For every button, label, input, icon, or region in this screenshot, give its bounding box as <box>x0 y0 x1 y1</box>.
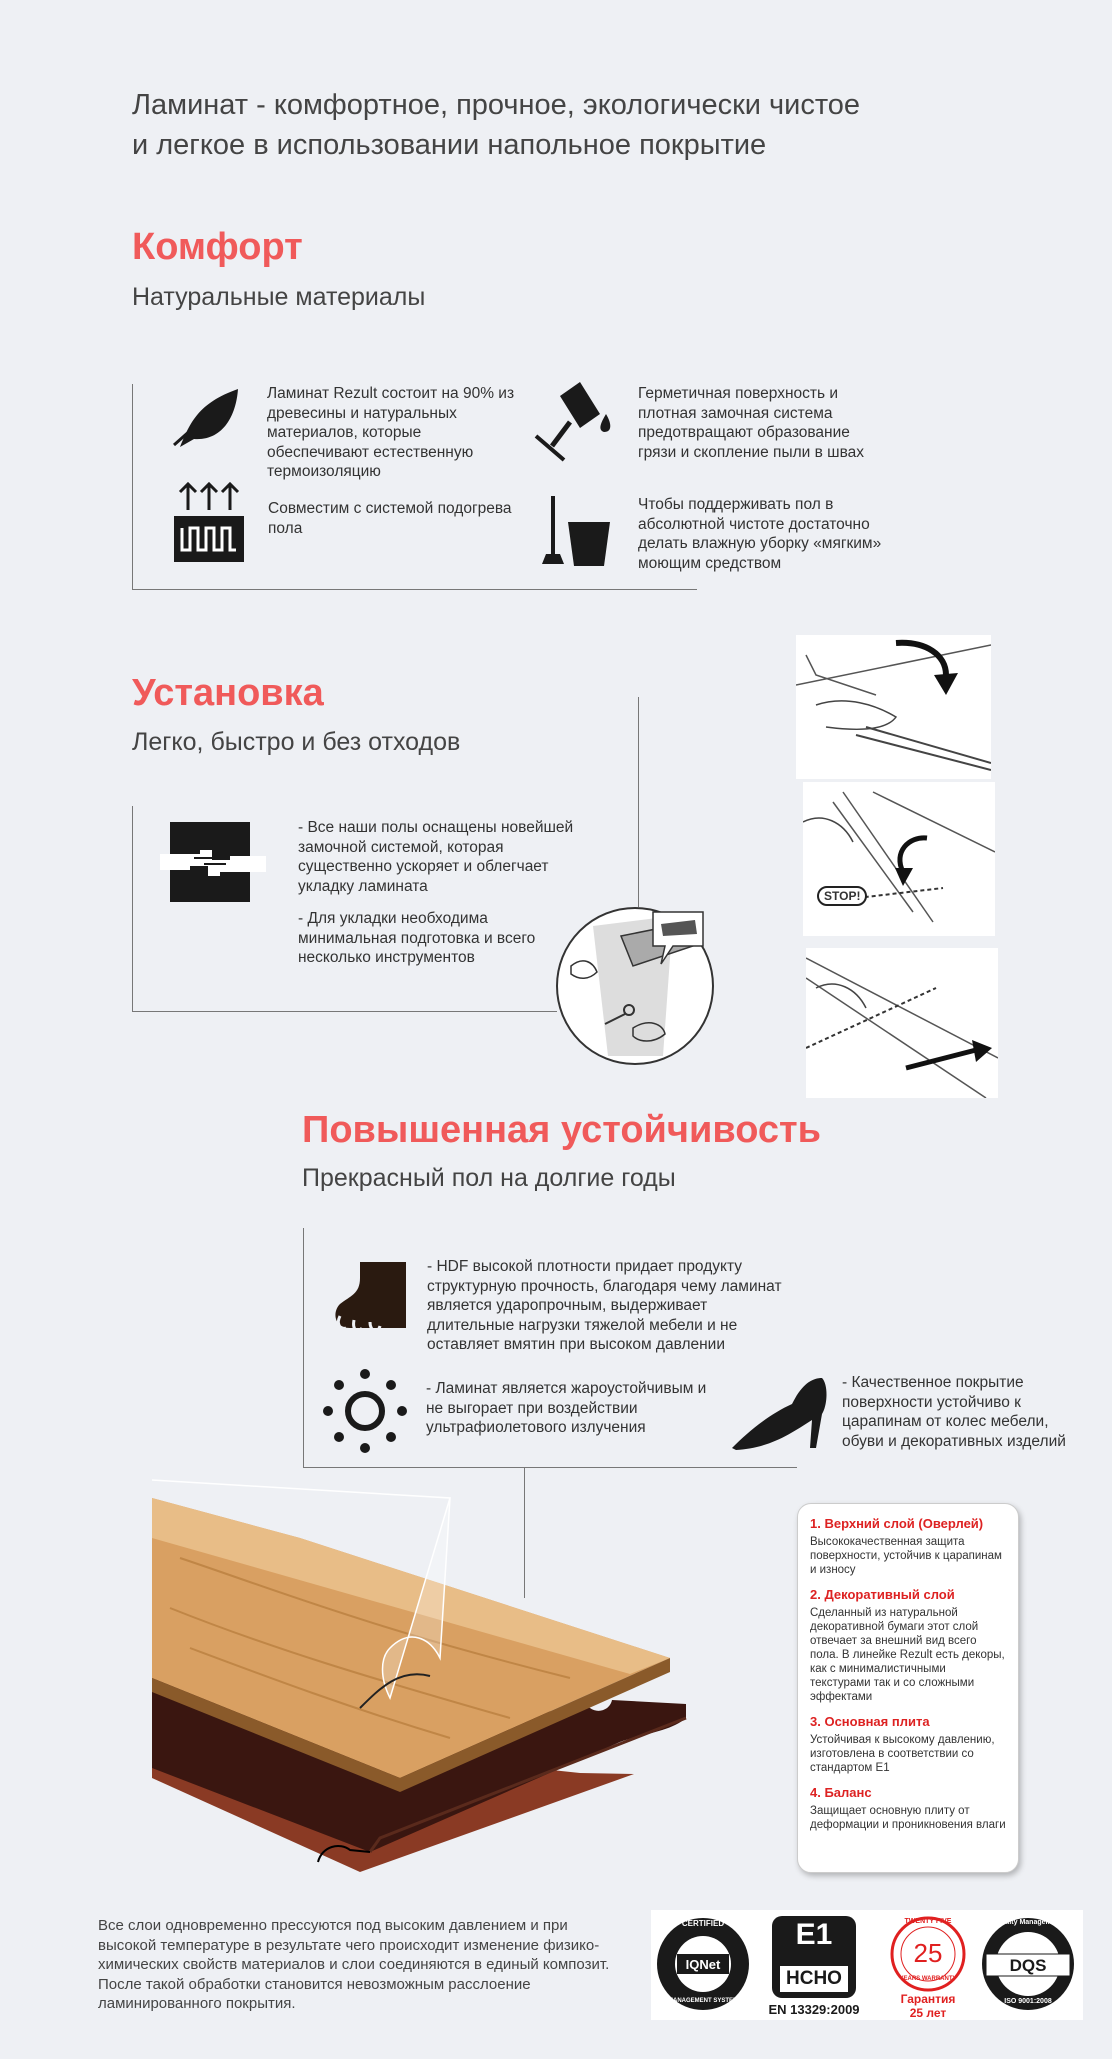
leaf-icon <box>170 383 242 449</box>
durability-subtitle: Прекрасный пол на долгие годы <box>302 1164 676 1192</box>
iqnet-bottom-text: MANAGEMENT SYSTEM <box>667 1998 738 2004</box>
layer-4-desc: Защищает основную плиту от деформации и проникновения влаги <box>810 1805 1006 1831</box>
dqs-bottom-text: ISO 9001:2008 <box>1004 1998 1052 2005</box>
layer-2-desc: Сделанный из натуральной декоративной бумаги этот слой отвечает за внешний вид всего пола. В линейке Rezult есть декоры, как с минималистичными текстурами так и со сложными эффектами <box>810 1607 1005 1703</box>
durability-title: Повышенная устойчивость <box>302 1109 822 1151</box>
install-frame-right <box>638 697 639 907</box>
install-frame-left <box>132 806 133 1012</box>
install-text-lock: - Все наши полы оснащены новейшей замочной системой, которая существенно ускоряет и облегчает укладку ламината <box>298 819 574 895</box>
install-frame-bottom <box>132 1011 557 1012</box>
install-title: Установка <box>132 672 324 714</box>
laminate-layers-illustration <box>150 1478 690 1873</box>
dqs-badge <box>978 1914 1078 2014</box>
water-drop-icon <box>530 376 620 462</box>
hcho-label: HCHO <box>786 1968 842 1989</box>
heading-line-1: Ламинат - комфортное, прочное, экологически чистое <box>132 89 861 121</box>
layer-2-title: 2. Декоративный слой <box>810 1587 955 1602</box>
durability-frame-bottom <box>303 1467 797 1468</box>
warranty-number: 25 <box>913 1938 943 1968</box>
layer-1-title: 1. Верхний слой (Оверлей) <box>810 1516 984 1531</box>
e1-label: E1 <box>795 1918 833 1951</box>
warranty-top-text: TWENTY FIVE <box>904 1918 952 1925</box>
warranty-badge <box>880 1914 976 2020</box>
heading-line-2: и легкое в использовании напольное покрытие <box>132 129 767 161</box>
layers-legend-box <box>797 1503 1019 1873</box>
durability-text-hdf: - HDF высокой плотности придает продукту структурную прочность, благодаря чему ламинат является ударопрочным, выдерживает длительные нагрузки тяжелой мебели и не оставляет вмятин при высоком давлении <box>427 1258 782 1353</box>
durability-text-uv: - Ламинат является жароустойчивым и не выгорает при воздействии ультрафиолетового излучения <box>426 1380 707 1436</box>
iqnet-badge <box>653 1914 753 2014</box>
floor-heating-icon <box>172 480 246 566</box>
dqs-name: DQS <box>1009 1956 1047 1975</box>
comfort-text-cleaning: Чтобы поддерживать пол в абсолютной чистоте достаточно делать влажную уборку «мягким» моющим средством <box>638 496 882 572</box>
install-subtitle: Легко, быстро и без отходов <box>132 728 461 756</box>
layer-1-desc: Высококачественная защита поверхности, устойчив к царапинам и износу <box>810 1536 1002 1576</box>
e1-standard: EN 13329:2009 <box>768 2002 860 2017</box>
mop-bucket-icon <box>538 492 612 568</box>
sun-icon <box>322 1368 408 1454</box>
comfort-subtitle: Натуральные материалы <box>132 283 426 311</box>
layer-4-title: 4. Баланс <box>810 1785 872 1800</box>
comfort-frame-bottom <box>132 589 697 590</box>
layer-3-title: 3. Основная плита <box>810 1714 930 1729</box>
install-text-tools: - Для укладки необходима минимальная подготовка и всего несколько инструментов <box>298 910 536 966</box>
install-step-2-illustration <box>803 782 995 936</box>
install-step-3-illustration <box>806 948 998 1098</box>
dqs-top-text: Quality Management <box>993 1919 1063 1926</box>
comfort-title: Комфорт <box>132 226 303 268</box>
iqnet-top-text: CERTIFIED <box>681 1919 725 1928</box>
durability-text-scratch: - Качественное покрытие поверхности устойчиво к царапинам от колес мебели, обуви и декоративных изделий <box>842 1374 1066 1450</box>
install-step-1-illustration <box>796 635 991 779</box>
warranty-bottom-text: YEARS WARRANTY <box>899 1976 957 1982</box>
layer-3-desc: Устойчивая к высокому давлению, изготовлена в соответствии со стандартом E1 <box>810 1734 995 1774</box>
warranty-caption-1: Гарантия <box>900 1992 956 2006</box>
high-heel-icon <box>730 1374 830 1452</box>
durability-frame-left <box>303 1228 304 1468</box>
warranty-caption-2: 25 лет <box>909 2006 947 2020</box>
iqnet-name: IQNet <box>685 1957 721 1972</box>
lock-joint-icon <box>160 820 270 904</box>
page-heading <box>132 85 860 165</box>
comfort-text-heating: Совместим с системой подогрева пола <box>268 500 512 537</box>
e1-badge <box>760 1912 868 2018</box>
footer-text: Все слои одновременно прессуются под высоким давлением и при высокой температуре в результате чего происходит изменение физико-химических свойств материалов и слои соединяются в единый композит. После такой обработки становится невозможным расслоение ламинированного покрытия. <box>98 1917 610 2012</box>
comfort-text-sealed: Герметичная поверхность и плотная замочная система предотвращают образование грязи и скопление пыли в швах <box>638 385 865 461</box>
paw-icon <box>330 1258 412 1334</box>
comfort-frame-left <box>132 384 133 590</box>
joint-closeup-illustration <box>553 906 719 1066</box>
stop-label: STOP! <box>817 886 867 906</box>
comfort-text-materials: Ламинат Rezult состоит на 90% из древесины и натуральных материалов, которые обеспечивают естественную термоизоляцию <box>267 385 515 480</box>
